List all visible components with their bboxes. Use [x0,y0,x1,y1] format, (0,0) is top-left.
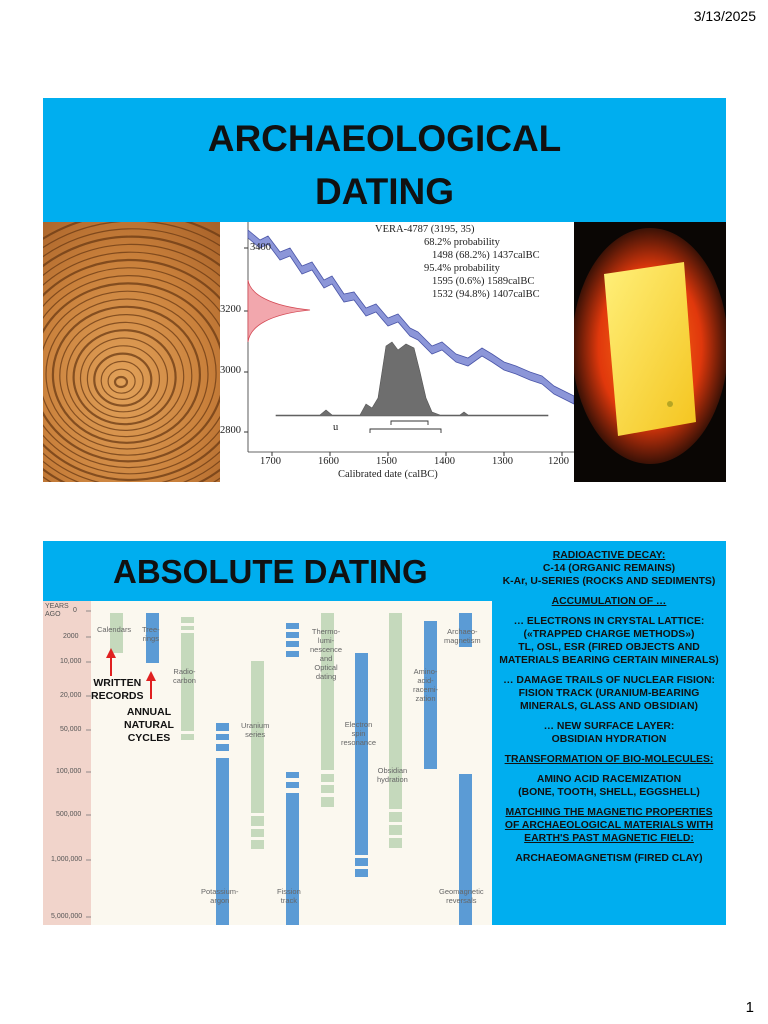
amino-acid-label: Amino- acid- racemi- zation [413,667,439,703]
axis-tick-1000000: 1,000,000 [51,856,83,863]
list-item: MINERALS, GLASS AND OBSIDIAN) [520,701,698,712]
tree-rings-label: Tree- rings [142,625,160,643]
list-gap [494,845,724,852]
y-tick-3200: 3200 [220,304,241,315]
x-tick-1400: 1400 [434,456,455,467]
prob-line-1: 68.2% probability [424,237,500,248]
list-item: … ELECTRONS IN CRYSTAL LATTICE: [513,616,705,627]
luminescence-sample-image [574,222,726,482]
esr-label: Electron spin resonance [341,720,377,747]
y-tick-3400: 3400 [250,242,271,253]
x-axis-label: Calibrated date (calBC) [338,469,438,480]
list-gap [494,746,724,753]
annual-cycles-annotation: ANNUAL NATURAL CYCLES [124,706,174,744]
list-gap [494,766,724,773]
list-gap [494,713,724,720]
list-item: TL, OSL, ESR (FIRED OBJECTS AND [518,642,700,653]
list-item: MATERIALS BEARING CERTAIN MINERALS) [499,655,719,666]
list-item: OBSIDIAN HYDRATION [551,734,667,745]
list-item: FISION TRACK (URANIUM-BEARING [518,688,700,699]
prob-line-3: 95.4% probability [424,263,500,274]
potassium-argon-label: Potassium- argon [201,887,239,905]
axis-tick-20000: 20,000 [60,692,82,699]
axis-tick-50000: 50,000 [60,726,82,733]
slide-absolute-dating [43,541,726,925]
axis-tick-5000000: 5,000,000 [51,913,83,920]
tree-rings-image [43,222,220,482]
prob-line-2: 1498 (68.2%) 1437calBC [432,250,540,261]
x-tick-1500: 1500 [376,456,397,467]
dating-principles-list [494,549,724,865]
list-heading: MATCHING THE MAGNETIC PROPERTIES [505,807,713,818]
y-tick-2800: 2800 [220,425,241,436]
prob-line-5: 1532 (94.8%) 1407calBC [432,289,540,300]
radiocarbon-measurement-curve [248,280,310,342]
list-item: … NEW SURFACE LAYER: [543,721,675,732]
radiocarbon-calibration-plot [220,222,574,482]
x-tick-1700: 1700 [260,456,281,467]
axis-tick-0: 0 [73,607,77,614]
x-tick-1600: 1600 [318,456,339,467]
axis-tick-2000: 2000 [63,633,79,640]
list-gap [494,588,724,595]
prob-line-4: 1595 (0.6%) 1589calBC [432,276,535,287]
archaeomagnetism-label: Archaeo- magnetism [444,627,481,645]
uranium-series-label: Uranium series [241,721,270,739]
list-gap [494,799,724,806]
slide1-title [43,112,726,218]
x-tick-1200: 1200 [548,456,569,467]
list-item: … DAMAGE TRAILS OF NUCLEAR FISION: [503,675,715,686]
dating-methods-timeline-figure [43,601,492,925]
obsidian-hydration-label: Obsidian hydration [377,766,408,784]
geomagnetic-reversals-label: Geomagnetic reversals [439,887,484,905]
calendars-label: Calendars [97,625,132,634]
small-label-u: u [333,422,339,433]
list-item: ARCHAEOMAGNETISM (FIRED CLAY) [515,853,703,864]
written-records-annotation: WRITTEN RECORDS [91,677,144,702]
list-item: AMINO ACID RACEMIZATION [536,774,682,785]
axis-tick-10000: 10,000 [60,658,82,665]
list-heading: ACCUMULATION OF … [551,596,667,607]
page-number: 1 [745,999,754,1016]
list-gap [494,667,724,674]
list-heading: EARTH'S PAST MAGNETIC FIELD: [524,833,694,844]
list-item: (BONE, TOOTH, SHELL, EGGSHELL) [518,787,700,798]
list-gap [494,608,724,615]
y-tick-3000: 3000 [220,365,241,376]
fission-track-label: Fission track [277,887,301,905]
sample-label: VERA-4787 (3195, 35) [375,224,475,235]
title-line-1: ARCHAEOLOGICAL [207,118,562,159]
list-item: C-14 (ORGANIC REMAINS) [542,563,676,574]
axis-tick-100000: 100,000 [56,768,82,775]
ago-label: AGO [45,611,61,618]
list-heading: RADIOACTIVE DECAY: [552,550,666,561]
years-label: YEARS [45,603,69,610]
radiocarbon-label: Radio- carbon [173,667,196,685]
list-heading: TRANSFORMATION OF BIO-MOLECULES: [504,754,714,765]
list-item: K-Ar, U-SERIES (ROCKS AND SEDIMENTS) [502,576,716,587]
axis-tick-500000: 500,000 [56,811,82,818]
title-line-2: DATING [314,171,455,212]
list-item: («TRAPPED CHARGE METHODS») [523,629,695,640]
list-heading: OF ARCHAEOLOGICAL MATERIALS WITH [504,820,714,831]
x-tick-1300: 1300 [492,456,513,467]
calibrated-distribution [276,342,548,416]
slide-date: 3/13/2025 [693,8,756,24]
tl-osl-label: Thermo- lumi- nescence and Optical dating [310,627,343,681]
slide-archaeological-dating [43,98,726,482]
slide2-title: ABSOLUTE DATING [113,553,428,590]
